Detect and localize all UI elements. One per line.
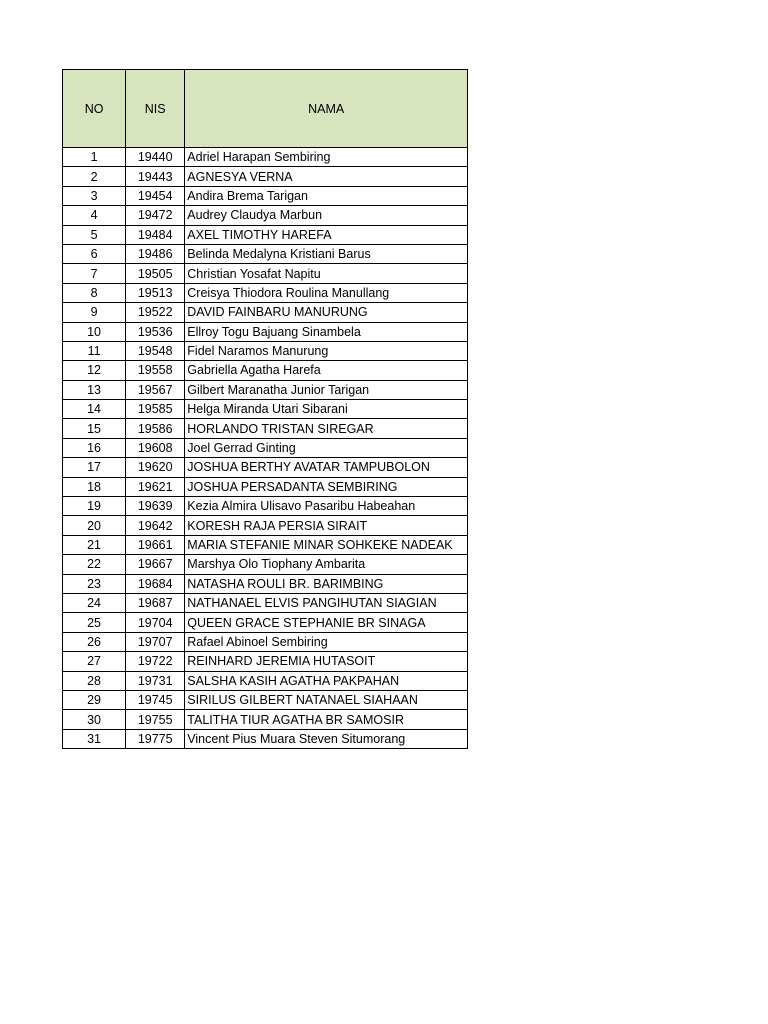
row-number-cell: 3 bbox=[63, 186, 126, 205]
table-row bbox=[63, 710, 468, 729]
row-nis-cell: 19586 bbox=[126, 419, 185, 438]
table-row bbox=[63, 497, 468, 516]
row-nama-cell: JOSHUA PERSADANTA SEMBIRING bbox=[185, 477, 468, 496]
row-nis-cell: 19621 bbox=[126, 477, 185, 496]
row-nama-cell: QUEEN GRACE STEPHANIE BR SINAGA bbox=[185, 613, 468, 632]
table-row bbox=[63, 167, 468, 186]
row-nis-cell: 19522 bbox=[126, 303, 185, 322]
row-number-cell: 12 bbox=[63, 361, 126, 380]
row-number-cell: 27 bbox=[63, 652, 126, 671]
row-number-cell: 6 bbox=[63, 244, 126, 263]
table-row bbox=[63, 264, 468, 283]
row-nis-cell: 19642 bbox=[126, 516, 185, 535]
row-nis-cell: 19454 bbox=[126, 186, 185, 205]
row-nis-cell: 19661 bbox=[126, 535, 185, 554]
row-number-cell: 22 bbox=[63, 555, 126, 574]
row-nama-cell: Andira Brema Tarigan bbox=[185, 186, 468, 205]
row-number-cell: 25 bbox=[63, 613, 126, 632]
row-nis-cell: 19687 bbox=[126, 593, 185, 612]
row-nama-cell: Creisya Thiodora Roulina Manullang bbox=[185, 283, 468, 302]
row-nama-cell: AXEL TIMOTHY HAREFA bbox=[185, 225, 468, 244]
row-nis-cell: 19548 bbox=[126, 341, 185, 360]
table-row bbox=[63, 380, 468, 399]
row-nama-cell: Kezia Almira Ulisavo Pasaribu Habeahan bbox=[185, 497, 468, 516]
row-number-cell: 24 bbox=[63, 593, 126, 612]
row-nis-cell: 19536 bbox=[126, 322, 185, 341]
row-nis-cell: 19704 bbox=[126, 613, 185, 632]
table-row bbox=[63, 516, 468, 535]
row-nis-cell: 19639 bbox=[126, 497, 185, 516]
row-nama-cell: SALSHA KASIH AGATHA PAKPAHAN bbox=[185, 671, 468, 690]
row-number-cell: 8 bbox=[63, 283, 126, 302]
table-row bbox=[63, 671, 468, 690]
table-row bbox=[63, 244, 468, 263]
row-number-cell: 15 bbox=[63, 419, 126, 438]
row-nama-cell: NATASHA ROULI BR. BARIMBING bbox=[185, 574, 468, 593]
row-nis-cell: 19486 bbox=[126, 244, 185, 263]
row-nama-cell: NATHANAEL ELVIS PANGIHUTAN SIAGIAN bbox=[185, 593, 468, 612]
row-number-cell: 28 bbox=[63, 671, 126, 690]
header-row bbox=[63, 70, 468, 148]
row-nis-cell: 19755 bbox=[126, 710, 185, 729]
table-header bbox=[63, 70, 468, 148]
row-nis-cell: 19731 bbox=[126, 671, 185, 690]
row-number-cell: 9 bbox=[63, 303, 126, 322]
row-number-cell: 5 bbox=[63, 225, 126, 244]
table-row bbox=[63, 729, 468, 748]
table-row bbox=[63, 535, 468, 554]
table-row bbox=[63, 477, 468, 496]
table-row bbox=[63, 419, 468, 438]
row-nama-cell: KORESH RAJA PERSIA SIRAIT bbox=[185, 516, 468, 535]
row-nama-cell: Vincent Pius Muara Steven Situmorang bbox=[185, 729, 468, 748]
table-row bbox=[63, 303, 468, 322]
row-number-cell: 29 bbox=[63, 690, 126, 709]
row-nis-cell: 19484 bbox=[126, 225, 185, 244]
row-nama-cell: Gabriella Agatha Harefa bbox=[185, 361, 468, 380]
row-nis-cell: 19513 bbox=[126, 283, 185, 302]
row-nama-cell: Marshya Olo Tiophany Ambarita bbox=[185, 555, 468, 574]
row-number-cell: 16 bbox=[63, 438, 126, 457]
row-nis-cell: 19620 bbox=[126, 458, 185, 477]
header-nama: NAMA bbox=[185, 70, 468, 148]
row-nama-cell: TALITHA TIUR AGATHA BR SAMOSIR bbox=[185, 710, 468, 729]
row-nama-cell: Ellroy Togu Bajuang Sinambela bbox=[185, 322, 468, 341]
student-table bbox=[62, 69, 468, 749]
row-nama-cell: Joel Gerrad Ginting bbox=[185, 438, 468, 457]
row-nama-cell: SIRILUS GILBERT NATANAEL SIAHAAN bbox=[185, 690, 468, 709]
row-nama-cell: Adriel Harapan Sembiring bbox=[185, 148, 468, 167]
row-nama-cell: Rafael Abinoel Sembiring bbox=[185, 632, 468, 651]
table-row bbox=[63, 555, 468, 574]
row-nis-cell: 19472 bbox=[126, 206, 185, 225]
row-number-cell: 19 bbox=[63, 497, 126, 516]
row-nama-cell: Gilbert Maranatha Junior Tarigan bbox=[185, 380, 468, 399]
row-nis-cell: 19558 bbox=[126, 361, 185, 380]
table-row bbox=[63, 322, 468, 341]
row-nis-cell: 19684 bbox=[126, 574, 185, 593]
table-row bbox=[63, 613, 468, 632]
row-nama-cell: DAVID FAINBARU MANURUNG bbox=[185, 303, 468, 322]
row-nis-cell: 19505 bbox=[126, 264, 185, 283]
row-nis-cell: 19745 bbox=[126, 690, 185, 709]
table-row bbox=[63, 593, 468, 612]
row-number-cell: 4 bbox=[63, 206, 126, 225]
table-row bbox=[63, 652, 468, 671]
table-row bbox=[63, 361, 468, 380]
row-nis-cell: 19775 bbox=[126, 729, 185, 748]
row-nama-cell: REINHARD JEREMIA HUTASOIT bbox=[185, 652, 468, 671]
row-nis-cell: 19440 bbox=[126, 148, 185, 167]
table-row bbox=[63, 186, 468, 205]
row-number-cell: 10 bbox=[63, 322, 126, 341]
row-nis-cell: 19608 bbox=[126, 438, 185, 457]
row-number-cell: 26 bbox=[63, 632, 126, 651]
header-no: NO bbox=[63, 70, 126, 148]
row-nis-cell: 19567 bbox=[126, 380, 185, 399]
row-number-cell: 14 bbox=[63, 400, 126, 419]
table-row bbox=[63, 148, 468, 167]
row-nama-cell: Christian Yosafat Napitu bbox=[185, 264, 468, 283]
row-nama-cell: Helga Miranda Utari Sibarani bbox=[185, 400, 468, 419]
row-nama-cell: Fidel Naramos Manurung bbox=[185, 341, 468, 360]
table-row bbox=[63, 438, 468, 457]
row-nama-cell: JOSHUA BERTHY AVATAR TAMPUBOLON bbox=[185, 458, 468, 477]
row-number-cell: 21 bbox=[63, 535, 126, 554]
row-number-cell: 23 bbox=[63, 574, 126, 593]
row-number-cell: 30 bbox=[63, 710, 126, 729]
table-row bbox=[63, 341, 468, 360]
table-row bbox=[63, 690, 468, 709]
row-nis-cell: 19585 bbox=[126, 400, 185, 419]
row-number-cell: 1 bbox=[63, 148, 126, 167]
table-row bbox=[63, 458, 468, 477]
table-body bbox=[63, 148, 468, 749]
table-row bbox=[63, 632, 468, 651]
row-number-cell: 20 bbox=[63, 516, 126, 535]
row-nama-cell: Belinda Medalyna Kristiani Barus bbox=[185, 244, 468, 263]
table-row bbox=[63, 225, 468, 244]
header-nis: NIS bbox=[126, 70, 185, 148]
row-number-cell: 18 bbox=[63, 477, 126, 496]
row-nama-cell: MARIA STEFANIE MINAR SOHKEKE NADEAK bbox=[185, 535, 468, 554]
row-nis-cell: 19722 bbox=[126, 652, 185, 671]
table-row bbox=[63, 206, 468, 225]
row-number-cell: 7 bbox=[63, 264, 126, 283]
row-nama-cell: Audrey Claudya Marbun bbox=[185, 206, 468, 225]
row-number-cell: 13 bbox=[63, 380, 126, 399]
row-nis-cell: 19667 bbox=[126, 555, 185, 574]
table-row bbox=[63, 283, 468, 302]
row-number-cell: 31 bbox=[63, 729, 126, 748]
table-row bbox=[63, 574, 468, 593]
table-row bbox=[63, 400, 468, 419]
row-nis-cell: 19443 bbox=[126, 167, 185, 186]
row-number-cell: 11 bbox=[63, 341, 126, 360]
row-number-cell: 2 bbox=[63, 167, 126, 186]
row-nis-cell: 19707 bbox=[126, 632, 185, 651]
row-number-cell: 17 bbox=[63, 458, 126, 477]
row-nama-cell: HORLANDO TRISTAN SIREGAR bbox=[185, 419, 468, 438]
row-nama-cell: AGNESYA VERNA bbox=[185, 167, 468, 186]
